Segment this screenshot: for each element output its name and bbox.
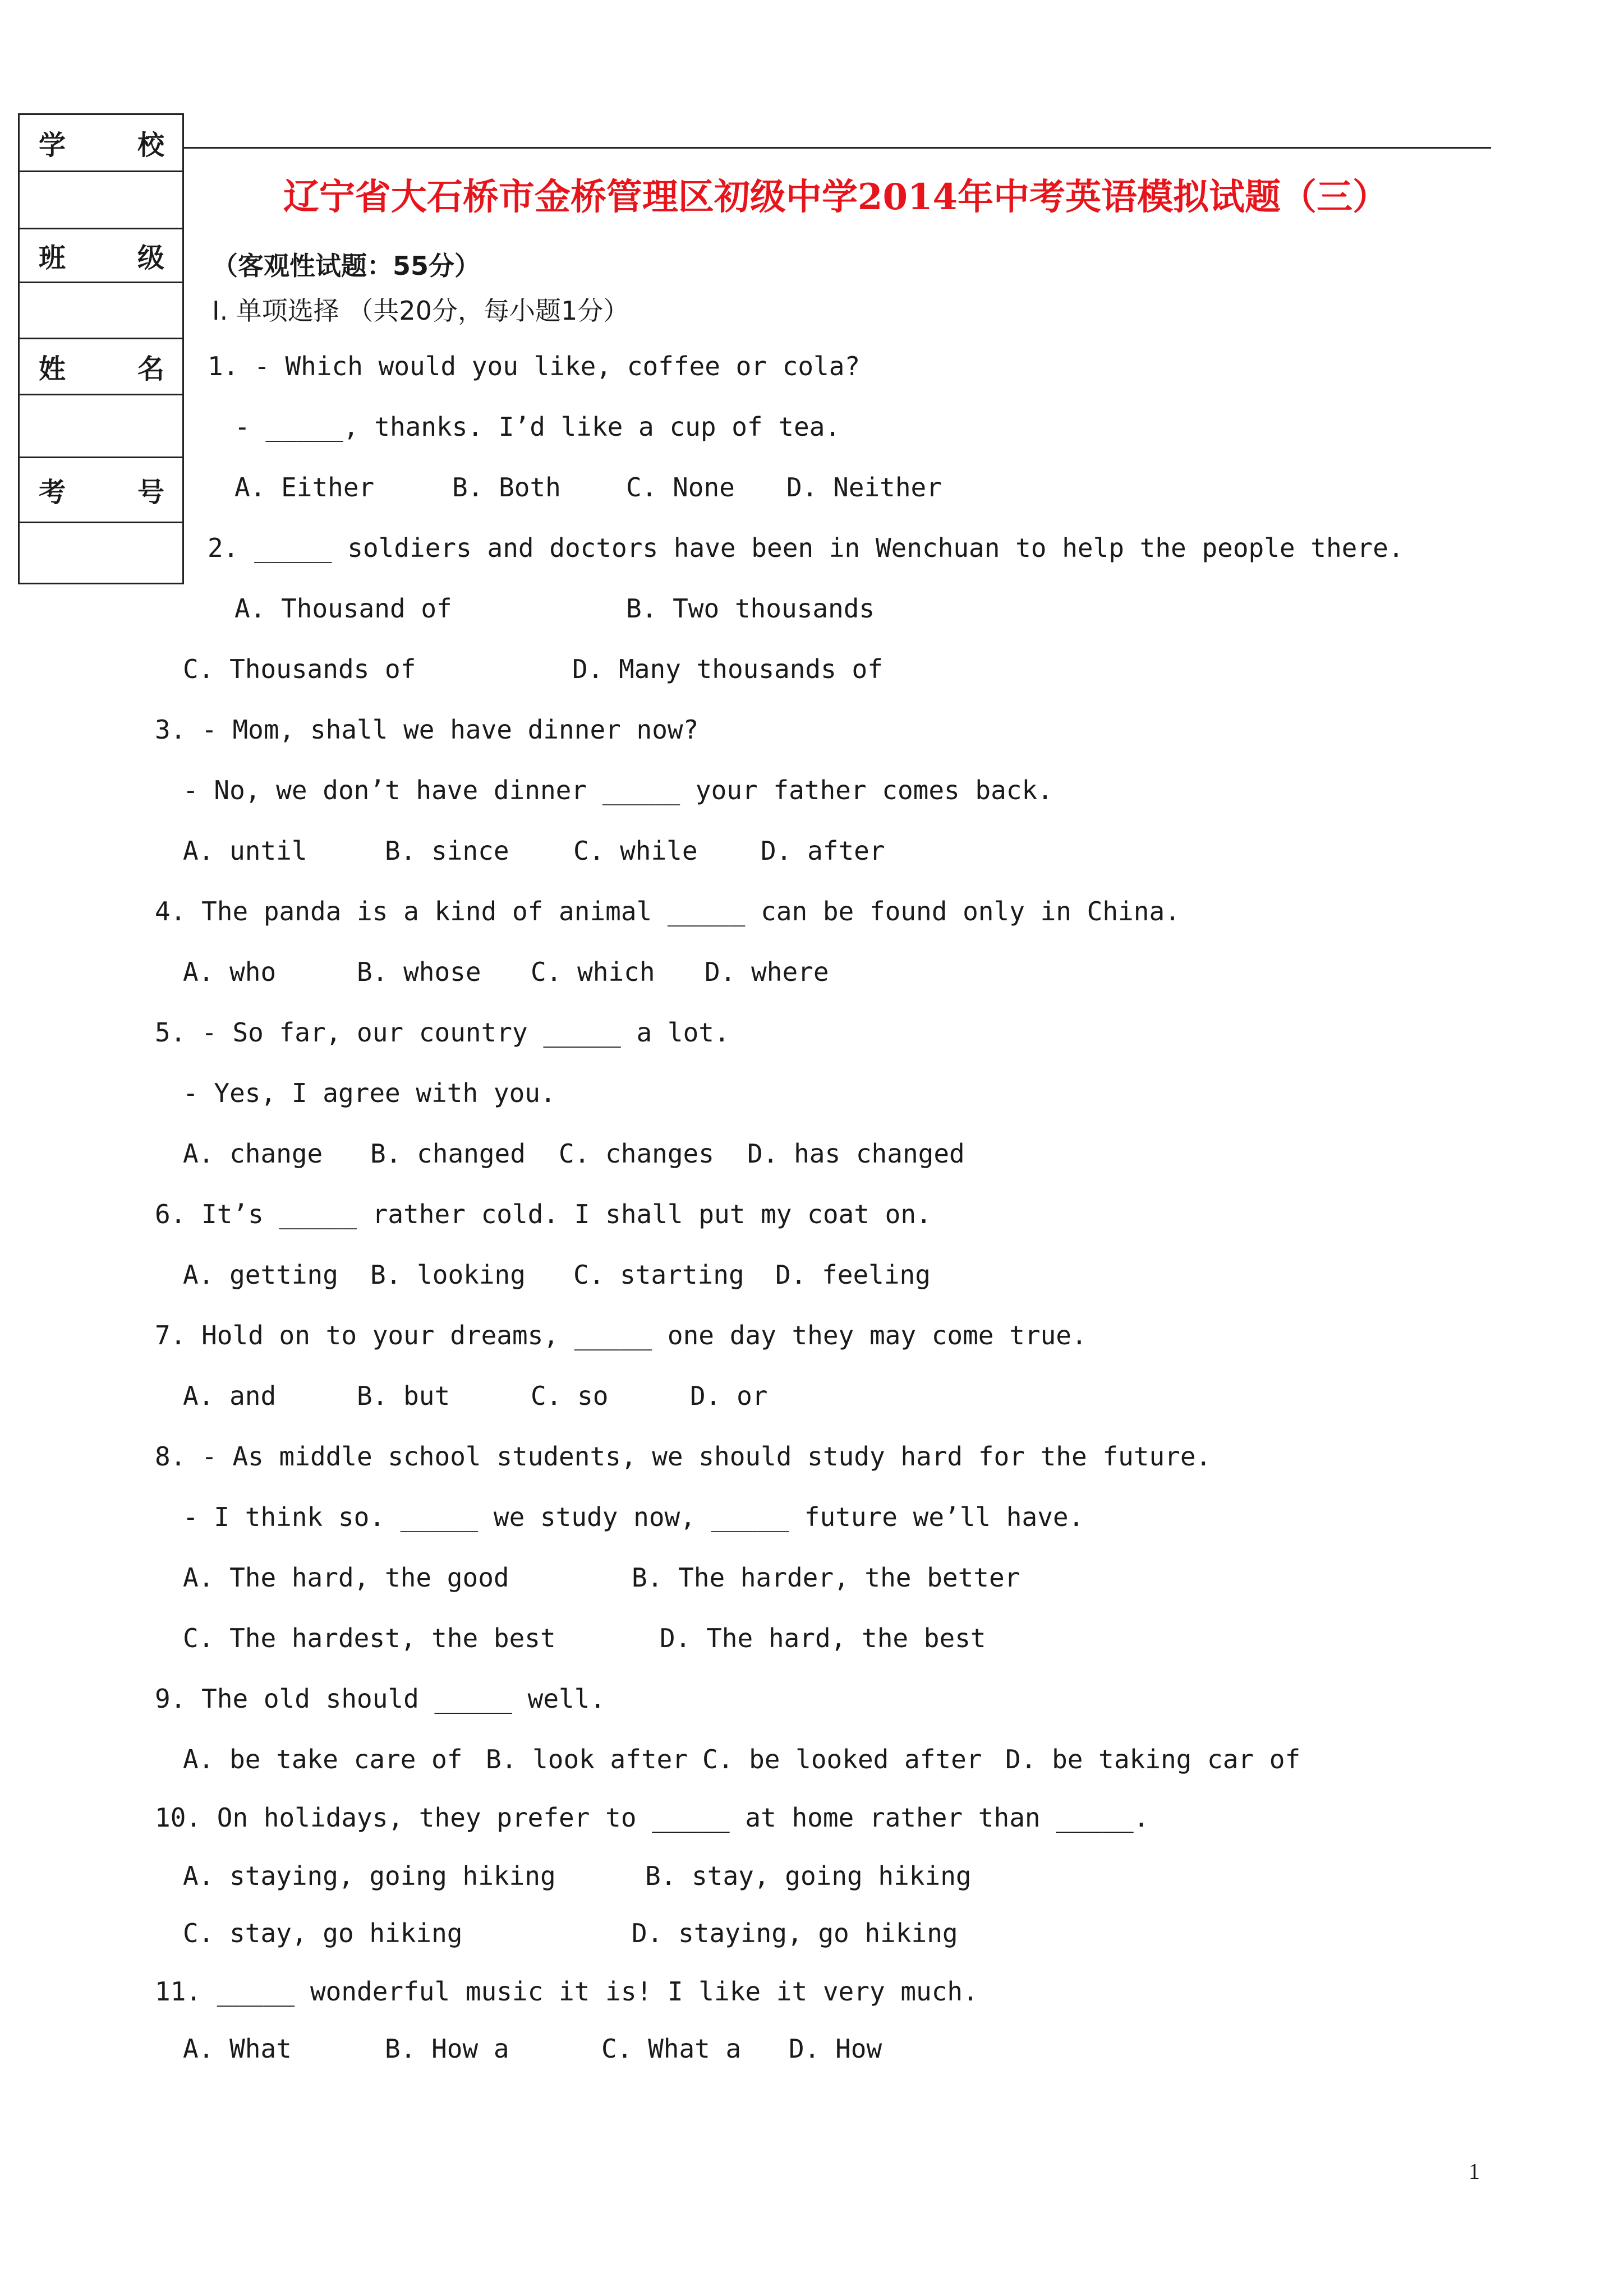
q1-option-b[interactable]: B. Both	[452, 472, 561, 502]
header-rule	[184, 147, 1491, 149]
q4-option-c[interactable]: C. which	[531, 957, 655, 987]
q4-stem: 4. The panda is a kind of animal _____ can be found only in China.	[155, 896, 1180, 926]
q11-option-b[interactable]: B. How a	[385, 2034, 509, 2064]
q8-option-d[interactable]: D. The hard, the best	[660, 1623, 986, 1653]
q10-stem: 10. On holidays, they prefer to _____ at home rather than _____.	[155, 1802, 1149, 1833]
q3-option-d[interactable]: D. after	[761, 836, 885, 866]
q8-option-b[interactable]: B. The harder, the better	[632, 1562, 1020, 1593]
q11-option-c[interactable]: C. What a	[601, 2034, 742, 2064]
name-label-char-2: 名	[137, 353, 164, 385]
q4-option-a[interactable]: A. who	[183, 957, 277, 987]
q5-option-b[interactable]: B. changed	[370, 1138, 526, 1169]
page-number: 1	[1469, 2159, 1480, 2184]
q8-option-a[interactable]: A. The hard, the good	[183, 1562, 509, 1593]
q2-option-c[interactable]: C. Thousands of	[183, 654, 416, 684]
q8-option-c[interactable]: C. The hardest, the best	[183, 1623, 556, 1653]
q3-option-c[interactable]: C. while	[573, 836, 698, 866]
q11-option-d[interactable]: D. How	[789, 2034, 882, 2064]
q5-option-c[interactable]: C. changes	[559, 1138, 714, 1169]
q10-option-b[interactable]: B. stay, going hiking	[645, 1861, 972, 1891]
q5-option-d[interactable]: D. has changed	[747, 1138, 965, 1169]
q6-option-b[interactable]: B. looking	[370, 1260, 526, 1290]
q2-option-d[interactable]: D. Many thousands of	[572, 654, 883, 684]
q7-option-b[interactable]: B. but	[357, 1381, 450, 1411]
q6-option-a[interactable]: A. getting	[183, 1260, 338, 1290]
q3-option-a[interactable]: A. until	[183, 836, 307, 866]
q4-option-d[interactable]: D. where	[705, 957, 829, 987]
q2-option-b[interactable]: B. Two thousands	[626, 593, 875, 624]
q2-stem: 2. _____ soldiers and doctors have been in Wenchuan to help the people there.	[208, 533, 1404, 563]
q6-stem: 6. It’s _____ rather cold. I shall put my coat on.	[155, 1199, 932, 1229]
school-field[interactable]	[20, 172, 182, 229]
q8-stem: 8. - As middle school students, we should study hard for the future.	[155, 1441, 1212, 1472]
q9-option-b[interactable]: B. look after	[486, 1744, 688, 1774]
number-label-char-2: 号	[137, 477, 164, 508]
q1-option-d[interactable]: D. Neither	[786, 472, 942, 502]
class-label-char-1: 班	[39, 242, 66, 274]
q10-option-d[interactable]: D. staying, go hiking	[632, 1918, 958, 1948]
q5-reply: - Yes, I agree with you.	[183, 1078, 556, 1108]
class-field[interactable]	[20, 283, 182, 339]
q7-stem: 7. Hold on to your dreams, _____ one day they may come true.	[155, 1320, 1087, 1350]
q3-reply: - No, we don’t have dinner _____ your father comes back.	[183, 775, 1053, 805]
school-label-char-2: 校	[137, 130, 164, 161]
q7-option-c[interactable]: C. so	[531, 1381, 609, 1411]
q9-stem: 9. The old should _____ well.	[155, 1684, 606, 1714]
student-info-box	[18, 113, 184, 584]
q9-option-a[interactable]: A. be take care of	[183, 1744, 463, 1774]
q10-option-a[interactable]: A. staying, going hiking	[183, 1861, 556, 1891]
q8-reply: - I think so. _____ we study now, _____ future we’ll have.	[183, 1502, 1084, 1532]
q11-option-a[interactable]: A. What	[183, 2034, 292, 2064]
q1-option-a[interactable]: A. Either	[234, 472, 375, 502]
part-one-heading: Ⅰ. 单项选择 （共20分，每小题1分）	[212, 296, 629, 326]
name-label-row	[20, 339, 182, 395]
q1-reply: - _____, thanks. I’d like a cup of tea.	[234, 412, 841, 442]
q9-option-d[interactable]: D. be taking car of	[1005, 1744, 1301, 1774]
q4-option-b[interactable]: B. whose	[357, 957, 481, 987]
name-label-char-1: 姓	[39, 353, 66, 385]
q3-stem: 3. - Mom, shall we have dinner now?	[155, 714, 699, 745]
q2-option-a[interactable]: A. Thousand of	[234, 593, 452, 624]
name-field[interactable]	[20, 395, 182, 458]
school-label-row	[20, 115, 182, 172]
q11-stem: 11. _____ wonderful music it is! I like it very much.	[155, 1976, 978, 2007]
q1-option-c[interactable]: C. None	[626, 472, 735, 502]
q7-option-a[interactable]: A. and	[183, 1381, 277, 1411]
q6-option-d[interactable]: D. feeling	[775, 1260, 931, 1290]
objective-section-heading: （客观性试题：55分）	[212, 251, 481, 281]
q3-option-b[interactable]: B. since	[385, 836, 509, 866]
number-label-char-1: 考	[39, 477, 66, 508]
q9-option-c[interactable]: C. be looked after	[702, 1744, 982, 1774]
q5-option-a[interactable]: A. change	[183, 1138, 323, 1169]
q7-option-d[interactable]: D. or	[690, 1381, 768, 1411]
q10-option-c[interactable]: C. stay, go hiking	[183, 1918, 463, 1948]
class-label-row	[20, 229, 182, 283]
q5-stem: 5. - So far, our country _____ a lot.	[155, 1017, 730, 1048]
q6-option-c[interactable]: C. starting	[573, 1260, 744, 1290]
number-label-row	[20, 458, 182, 523]
exam-title: 辽宁省大石桥市金桥管理区初级中学2014年中考英语模拟试题（三）	[283, 176, 1389, 218]
school-label-char-1: 学	[39, 130, 66, 161]
q1-stem: 1. - Which would you like, coffee or cola?	[208, 351, 861, 381]
class-label-char-2: 级	[137, 242, 164, 274]
number-field[interactable]	[20, 523, 182, 583]
